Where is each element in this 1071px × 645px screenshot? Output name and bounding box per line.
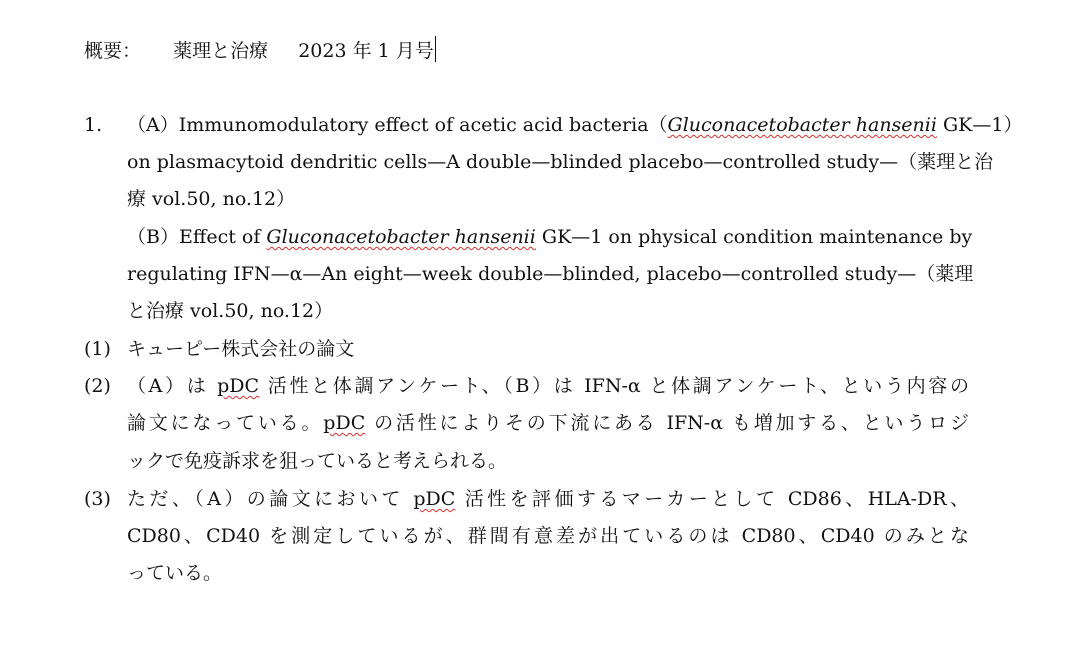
- journal-issue: 2023 年 1 月号: [298, 40, 434, 62]
- note-number: (1): [84, 338, 111, 360]
- note-2-line3: ックで免疫訴求を狙っていると考えられる。: [127, 450, 508, 472]
- paper-a-citation: 療 vol.50, no.12）: [127, 188, 296, 210]
- paper-a-title-line2: on plasmacytoid dendritic cells—A double—blinded placebo—controlled study—（薬理と治: [127, 151, 994, 173]
- note-number: (3): [84, 488, 111, 510]
- term-pdc: pDC: [413, 488, 456, 510]
- species-name: Gluconacetobacter hansenii: [266, 226, 536, 248]
- note-3-line3: っている。: [127, 562, 223, 584]
- paper-b-title-line2: regulating IFN—α—An eight—week double—blinded, placebo—controlled study—（薬理: [127, 263, 974, 285]
- note-3-line1: ただ、（A）の論文において pDC 活性を評価するマーカーとして CD86、HLA-DR、: [127, 488, 969, 510]
- term-pdc: pDC: [323, 412, 366, 434]
- header-label: 概要：: [84, 40, 142, 62]
- paper-b-title-line1: （B）Effect of Gluconacetobacter hansenii GK—1 on physical condition maintenance by: [127, 226, 973, 248]
- note-3-line2: CD80、CD40 を測定しているが、群間有意差が出ているのは CD80、CD40 のみとな: [127, 525, 969, 547]
- journal-name: 薬理と治療: [173, 40, 269, 62]
- species-name: Gluconacetobacter hansenii: [667, 114, 937, 136]
- text-cursor: [435, 36, 436, 62]
- note-number: (2): [84, 375, 111, 397]
- note-1-line1: キューピー株式会社の論文: [127, 338, 355, 360]
- term-pdc: pDC: [217, 375, 260, 397]
- note-2-line1: （A）は pDC 活性と体調アンケート、（B）は IFN-α と体調アンケート、という内容の: [127, 375, 969, 397]
- document-header[interactable]: [84, 36, 436, 63]
- item-number: 1.: [84, 114, 103, 136]
- note-2-line2: 論文になっている。pDC の活性によりその下流にある IFN-α も増加する、というロジ: [127, 412, 969, 434]
- paper-b-citation: と治療 vol.50, no.12）: [127, 300, 334, 322]
- paper-a-title-line1: （A）Immunomodulatory effect of acetic acid bacteria（Gluconacetobacter hansenii GK—1）: [127, 114, 1023, 136]
